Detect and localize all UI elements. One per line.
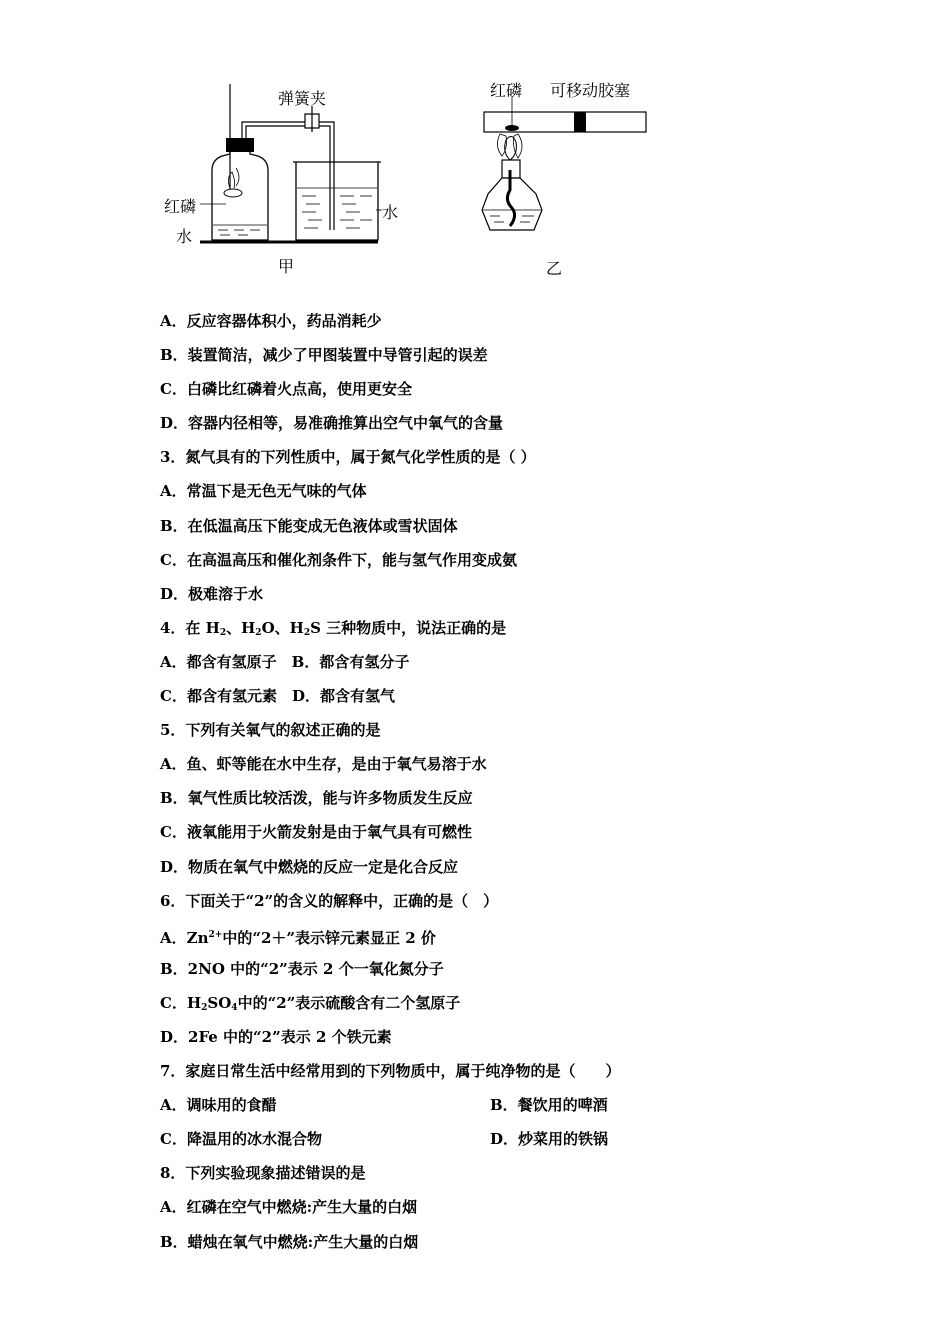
right-red-phosphorus-label: 红磷 (490, 81, 523, 100)
apparatus-drawing (150, 70, 670, 280)
q7-option-d: D．炒菜用的铁锅 (490, 1130, 609, 1149)
q7-row-ab (160, 1091, 880, 1125)
q4-options-cd: C．都含有氢元素 D．都含有氢气 (160, 687, 395, 706)
q3-option-b: B．在低温高压下能变成无色液体或雪状固体 (160, 516, 458, 535)
movable-stopper-label: 可移动胶塞 (550, 81, 631, 100)
q6a-part: 中的“2＋”表示锌元素显正 2 价 (222, 928, 436, 947)
left-water-label: 水 (176, 227, 193, 246)
q4-sub: 2 (255, 627, 262, 638)
q6-option-d: D．2Fe 中的“2”表示 2 个铁元素 (160, 1027, 392, 1046)
q6c-part: SO (207, 993, 232, 1012)
q8-stem: 8．下列实验现象描述错误的是 (160, 1164, 366, 1183)
q4-options-ab: A．都含有氢原子 B．都含有氢分子 (160, 652, 410, 671)
q6c-sub: 2 (201, 1002, 208, 1013)
question-list (160, 307, 880, 1262)
q5-option-c: C．液氧能用于火箭发射是由于氧气具有可燃性 (160, 823, 472, 842)
q3-option-a: A．常温下是无色无气味的气体 (160, 482, 367, 501)
q8-option-a: A．红磷在空气中燃烧:产生大量的白烟 (160, 1198, 418, 1217)
q6c-part: 中的“2”表示硫酸含有二个氢原子 (237, 993, 461, 1012)
q7-option-c: C．降温用的冰水混合物 (160, 1130, 322, 1149)
figure-caption-yi: 乙 (546, 259, 563, 278)
q2-option-a: A．反应容器体积小，药品消耗少 (160, 312, 382, 330)
spring-clip-label: 弹簧夹 (278, 89, 327, 108)
q7-option-b: B．餐饮用的啤酒 (490, 1096, 608, 1115)
q2-option-b: B．装置简洁，减少了甲图装置中导管引起的误差 (160, 346, 488, 365)
q3-stem: 3．氮气具有的下列性质中，属于氮气化学性质的是（ ） (160, 448, 536, 467)
q6-option-c (160, 989, 880, 1023)
experiment-figure (150, 70, 670, 280)
right-water-label: 水 (382, 203, 399, 222)
q5-stem: 5．下列有关氧气的叙述正确的是 (160, 721, 381, 740)
q4-stem (160, 614, 880, 648)
q5-option-d: D．物质在氧气中燃烧的反应一定是化合反应 (160, 857, 459, 876)
q5-option-b: B．氧气性质比较活泼，能与许多物质发生反应 (160, 789, 473, 808)
q6c-sub: 4 (231, 1002, 238, 1013)
q2-option-c: C．白磷比红磷着火点高，使用更安全 (160, 380, 412, 399)
q6-option-a (160, 921, 880, 955)
q6a-part: A．Zn (160, 928, 209, 947)
q7-row-cd (160, 1125, 880, 1159)
q4-sub: 2 (219, 627, 227, 638)
q4-stem-part: O、H (261, 618, 304, 637)
q6-stem: 6．下面关于“2”的含义的解释中，正确的是（ ） (160, 891, 499, 910)
q4-stem-part: 、H (226, 618, 256, 637)
q7-option-a: A．调味用的食醋 (160, 1096, 277, 1115)
q3-option-c: C．在高温高压和催化剂条件下，能与氢气作用变成氨 (160, 550, 517, 569)
q8-option-b: B．蜡烛在氧气中燃烧:产生大量的白烟 (160, 1232, 419, 1251)
q6a-sup: 2+ (208, 929, 223, 940)
q4-sub: 2 (303, 627, 311, 638)
figure-caption-jia: 甲 (278, 257, 295, 276)
q7-stem: 7．家庭日常生活中经常用到的下列物质中，属于纯净物的是（ ） (160, 1062, 621, 1081)
q4-stem-part: S 三种物质中，说法正确的是 (310, 618, 507, 637)
q5-option-a: A．鱼、虾等能在水中生存，是由于氧气易溶于水 (160, 755, 487, 774)
q6c-part: C．H (160, 993, 202, 1012)
q3-option-d: D．极难溶于水 (160, 584, 264, 603)
left-red-phosphorus-label: 红磷 (164, 197, 197, 216)
q6-option-b: B．2NO 中的“2”表示 2 个一氧化氮分子 (160, 959, 444, 978)
q4-stem-part: 4．在 H (160, 618, 220, 637)
q2-option-d: D．容器内径相等，易准确推算出空气中氧气的含量 (160, 414, 504, 433)
